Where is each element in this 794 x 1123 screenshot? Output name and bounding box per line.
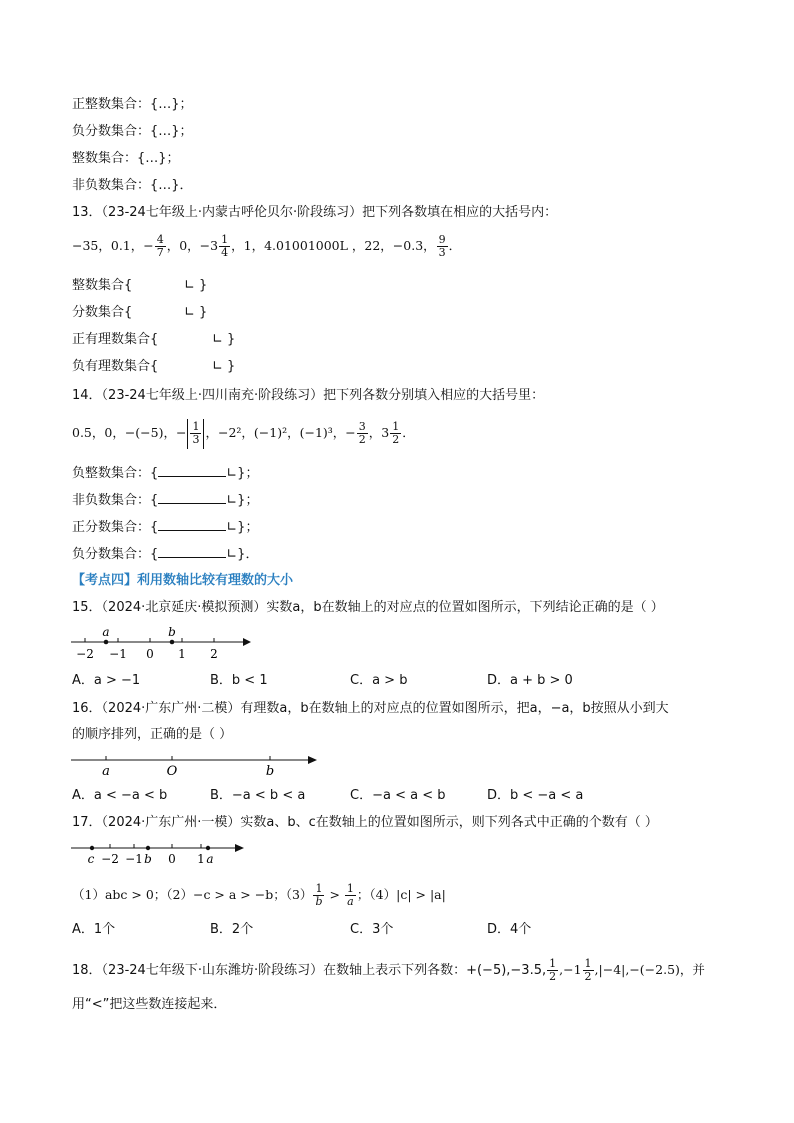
- q15-option-d: D．a + b > 0: [487, 673, 573, 688]
- q13-set-integer: 整数集合{ ∟ }: [72, 278, 208, 293]
- q14-set-negative-integers: 负整数集合：{ ∟}；: [72, 466, 259, 481]
- q17-tick-label: 0: [168, 852, 176, 866]
- q18-fraction: $\frac{1}{2}$: [549, 957, 557, 983]
- q13-set-fraction: 分数集合{ ∟ }: [72, 305, 208, 320]
- q17-fraction: $\frac{1}{b}$: [315, 882, 323, 908]
- q16-label-origin: O: [166, 764, 178, 778]
- q18-fraction: $\frac{1}{2}$: [584, 957, 592, 983]
- q17-axis-arrow: [235, 844, 244, 852]
- q17-point-c: [90, 846, 94, 850]
- q17-tick-label: −2: [101, 852, 119, 866]
- q15-option-b: B．b < 1: [210, 673, 268, 688]
- q15-point-b: [170, 640, 175, 645]
- q16-axis-arrow: [308, 756, 317, 764]
- q14-numbers: [72, 418, 415, 449]
- q12-set-positive-integers: 正整数集合：{…}；: [72, 97, 193, 112]
- q12-set-nonnegative: 非负数集合：{…}．: [72, 178, 193, 193]
- q17-condition-part: ；（4）: [356, 887, 397, 902]
- section-heading: 【考点四】利用数轴比较有理数的大小: [72, 573, 294, 588]
- q17-option-d: D．4个: [487, 922, 532, 937]
- q14-stem: 14．（23-24七年级上·四川南充·阶段练习）把下列各数分别填入相应的大括号里：: [72, 388, 545, 403]
- q16-option-b: B．−a < b < a: [210, 788, 306, 803]
- q16-label-a: a: [102, 764, 110, 778]
- q15-stem: 15．（2024·北京延庆·模拟预测）实数a，b在数轴上的对应点的位置如图所示，下列结论正确的是（ ）: [72, 600, 664, 615]
- q15-tick-label: −2: [76, 647, 94, 661]
- q17-option-b: B．2个: [210, 922, 254, 937]
- q17-label-c: c: [87, 852, 95, 866]
- q14-fraction: $\frac{1}{2}$: [392, 420, 400, 446]
- q14-set-nonnegative: 非负数集合：{ ∟}；: [72, 493, 259, 508]
- q15-option-a: A．a > −1: [72, 673, 141, 688]
- q15-tick-label: 1: [178, 647, 186, 661]
- q15-label-a: a: [102, 625, 110, 639]
- q15-axis-arrow: [243, 638, 251, 646]
- q15-point-a: [104, 640, 109, 645]
- q15-number-line: [68, 622, 253, 662]
- q13-numbers-part: ，1，4.01001000L ，22，−0.3，: [231, 238, 436, 253]
- q14-fraction: $\frac{3}{2}$: [358, 420, 366, 446]
- q14-numbers-part: 0.5，0，−(−5)，−: [72, 425, 187, 440]
- q12-set-integers: 整数集合：{…}；: [72, 151, 180, 166]
- q16-option-a: A．a < −a < b: [72, 788, 168, 803]
- q18-stem-line2: 用“<”把这些数连接起来．: [72, 997, 227, 1012]
- q14-set-positive-fractions: 正分数集合：{ ∟}；: [72, 520, 259, 535]
- q17-label-a: a: [206, 852, 214, 866]
- q13-fraction: $\frac{1}{4}$: [221, 233, 229, 259]
- q16-option-c: C．−a < a < b: [350, 788, 446, 803]
- q13-numbers-part: ，0，−3: [166, 238, 219, 253]
- q17-label-b: b: [144, 852, 152, 866]
- q17-tick-label: 1: [197, 852, 205, 866]
- q14-set-negative-fractions: 负分数集合：{ ∟}．: [72, 547, 259, 562]
- q14-fraction: $\frac{1}{3}$: [192, 420, 200, 446]
- q13-numbers-part: ．: [448, 238, 462, 253]
- q15-tick-label: 0: [146, 647, 154, 661]
- q14-numbers-part: ，−2²，(−1)²，(−1)³，−: [205, 425, 356, 440]
- q13-numbers: [72, 232, 461, 260]
- q16-number-line: [68, 748, 320, 778]
- q17-stem: 17．（2024·广东广州·一模）实数a、b、c在数轴上的位置如图所示，则下列各式中正确的个数有（ ）: [72, 815, 658, 830]
- q17-option-a: A．1个: [72, 922, 116, 937]
- q17-condition-part: （1）abc > 0；（2）−c > a > −b；（3）: [72, 887, 313, 902]
- q17-conditions: （1）abc > 0；（2）−c > a > −b；（3） $\frac{1}{b}$ > $\frac{1}{a}$ ；（4）|c| > |a|: [72, 882, 446, 908]
- q17-point-b: [146, 846, 150, 850]
- q16-label-b: b: [265, 764, 275, 778]
- q13-stem: 13．（23-24七年级上·内蒙古呼伦贝尔·阶段练习）把下列各数填在相应的大括号内：: [72, 205, 558, 220]
- q14-numbers-part: ，3: [368, 425, 390, 440]
- q12-set-negative-fractions: 负分数集合：{…}；: [72, 124, 193, 139]
- q15-tick-label: 2: [210, 647, 218, 661]
- q17-condition-part: |c| > |a|: [396, 887, 446, 902]
- q17-fraction: $\frac{1}{a}$: [346, 882, 354, 908]
- q13-set-negative-rational: 负有理数集合{ ∟ }: [72, 359, 236, 374]
- q13-fraction: $\frac{9}{3}$: [438, 233, 446, 259]
- q16-option-d: D．b < −a < a: [487, 788, 584, 803]
- q17-tick-label: −1: [125, 852, 143, 866]
- q16-stem-line1: 16．（2024·广东广州·二模）有理数a，b在数轴上的对应点的位置如图所示，把a，−a，b按照从小到大: [72, 701, 669, 716]
- q16-stem-line2: 的顺序排列，正确的是（ ）: [72, 727, 233, 742]
- q15-tick-label: −1: [109, 647, 127, 661]
- q13-fraction: $\frac{4}{7}$: [156, 233, 164, 259]
- q13-numbers-part: −35，0.1，−: [72, 238, 154, 253]
- q13-set-positive-rational: 正有理数集合{ ∟ }: [72, 332, 236, 347]
- q18-stem-line1: 18．（23-24七年级下·山东潍坊·阶段练习）在数轴上表示下列各数：+(−5),−3.5, $\frac{1}{2}$ ,−1 $\frac{1}{2}$ ,|−4|,−(−2.5)，并: [72, 957, 705, 983]
- q17-number-line: [68, 836, 248, 868]
- q15-option-c: C．a > b: [350, 673, 408, 688]
- q15-label-b: b: [168, 625, 176, 639]
- q17-option-c: C．3个: [350, 922, 394, 937]
- q14-numbers-part: ．: [402, 425, 415, 440]
- q17-point-a: [206, 846, 210, 850]
